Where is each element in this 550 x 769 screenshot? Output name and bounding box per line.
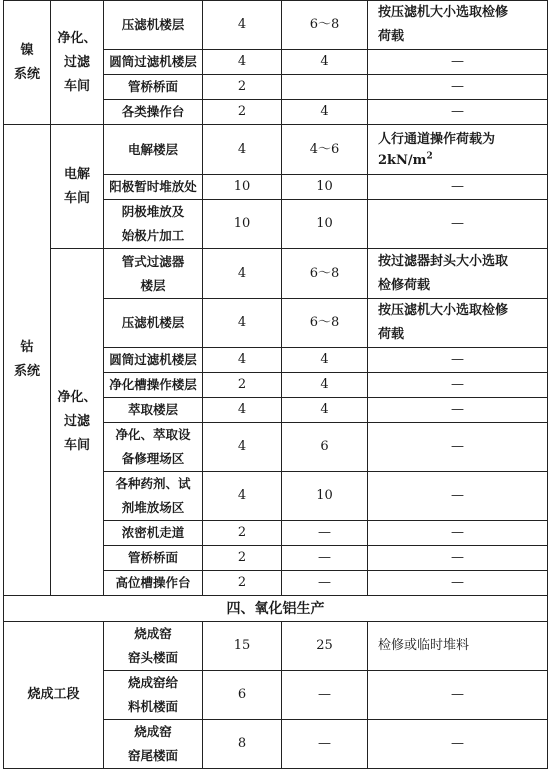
value-a-cell: 8	[203, 720, 282, 769]
value-b-cell: 6～8	[282, 299, 368, 348]
value-b-cell: 4	[282, 50, 368, 75]
note-cell: 按压滤机大小选取检修 荷载	[368, 1, 548, 50]
note-cell: —	[368, 720, 548, 769]
note-cell: —	[368, 671, 548, 720]
item-cell: 电解楼层	[104, 125, 203, 175]
item-cell: 各种药剂、试 剂堆放场区	[104, 472, 203, 521]
value-a-cell: 2	[203, 521, 282, 546]
note-text: 人行通道操作荷载为 2kN/m	[378, 131, 496, 168]
superscript: 2	[426, 151, 433, 162]
note-cell: 检修或临时堆料	[368, 622, 548, 671]
value-b-cell: —	[282, 571, 368, 596]
item-cell: 阳极暂时堆放处	[104, 175, 203, 200]
value-a-cell: 2	[203, 100, 282, 125]
value-b-cell: 6～8	[282, 249, 368, 299]
table-row	[4, 596, 548, 622]
item-cell: 阴极堆放及 始极片加工	[104, 200, 203, 249]
table-row	[4, 1, 548, 50]
value-b-cell: 4	[282, 348, 368, 373]
value-a-cell: 4	[203, 50, 282, 75]
value-b-cell: 10	[282, 175, 368, 200]
value-a-cell: 2	[203, 75, 282, 100]
value-a-cell: 6	[203, 671, 282, 720]
note-cell: 按压滤机大小选取检修 荷载	[368, 299, 548, 348]
note-cell	[368, 125, 548, 175]
value-b-cell: 4	[282, 100, 368, 125]
item-cell: 净化槽操作楼层	[104, 373, 203, 398]
value-b-cell: 10	[282, 200, 368, 249]
value-b-cell: 6	[282, 423, 368, 472]
item-cell: 浓密机走道	[104, 521, 203, 546]
note-cell: —	[368, 175, 548, 200]
workshop-cell: 电解 车间	[51, 125, 104, 249]
value-a-cell: 15	[203, 622, 282, 671]
system-cell-cobalt: 钴 系统	[4, 125, 51, 596]
value-a-cell: 10	[203, 175, 282, 200]
workshop-cell: 净化、 过滤 车间	[51, 249, 104, 596]
item-cell: 圆筒过滤机楼层	[104, 50, 203, 75]
value-a-cell: 4	[203, 348, 282, 373]
item-cell: 烧成窑 窑头楼面	[104, 622, 203, 671]
value-b-cell: —	[282, 720, 368, 769]
note-cell: —	[368, 50, 548, 75]
note-cell: —	[368, 521, 548, 546]
value-b-cell: 4	[282, 373, 368, 398]
value-a-cell: 4	[203, 125, 282, 175]
value-a-cell: 2	[203, 571, 282, 596]
value-b-cell: 6～8	[282, 1, 368, 50]
note-cell: —	[368, 100, 548, 125]
value-a-cell: 4	[203, 423, 282, 472]
value-a-cell: 2	[203, 546, 282, 571]
table-row	[4, 249, 548, 299]
item-cell: 管桥桥面	[104, 546, 203, 571]
item-cell: 各类操作台	[104, 100, 203, 125]
item-cell: 净化、萃取设 备修理场区	[104, 423, 203, 472]
value-b-cell	[282, 75, 368, 100]
item-cell: 管桥桥面	[104, 75, 203, 100]
system-cell-nickel: 镍 系统	[4, 1, 51, 125]
value-b-cell: 4～6	[282, 125, 368, 175]
note-cell: —	[368, 571, 548, 596]
load-table	[3, 0, 548, 769]
note-cell: —	[368, 348, 548, 373]
value-a-cell: 4	[203, 472, 282, 521]
note-cell: —	[368, 373, 548, 398]
value-a-cell: 4	[203, 398, 282, 423]
value-a-cell: 4	[203, 249, 282, 299]
stage-cell: 烧成工段	[4, 622, 104, 769]
value-b-cell: —	[282, 671, 368, 720]
value-a-cell: 10	[203, 200, 282, 249]
note-cell: —	[368, 398, 548, 423]
note-cell: 按过滤器封头大小选取 检修荷载	[368, 249, 548, 299]
item-cell: 萃取楼层	[104, 398, 203, 423]
note-cell: —	[368, 546, 548, 571]
item-cell: 压滤机楼层	[104, 299, 203, 348]
value-b-cell: 4	[282, 398, 368, 423]
value-b-cell: 10	[282, 472, 368, 521]
value-a-cell: 4	[203, 299, 282, 348]
table-row	[4, 622, 548, 671]
item-cell: 圆筒过滤机楼层	[104, 348, 203, 373]
value-a-cell: 4	[203, 1, 282, 50]
workshop-cell: 净化、 过滤 车间	[51, 1, 104, 125]
item-cell: 烧成窑 窑尾楼面	[104, 720, 203, 769]
table-row	[4, 125, 548, 175]
value-b-cell: —	[282, 521, 368, 546]
value-a-cell: 2	[203, 373, 282, 398]
item-cell: 管式过滤器 楼层	[104, 249, 203, 299]
item-cell: 烧成窑给 料机楼面	[104, 671, 203, 720]
note-cell: —	[368, 472, 548, 521]
item-cell: 高位槽操作台	[104, 571, 203, 596]
value-b-cell: —	[282, 546, 368, 571]
note-cell: —	[368, 423, 548, 472]
section-header: 四、氧化铝生产	[4, 596, 548, 622]
value-b-cell: 25	[282, 622, 368, 671]
note-cell: —	[368, 75, 548, 100]
note-cell: —	[368, 200, 548, 249]
item-cell: 压滤机楼层	[104, 1, 203, 50]
